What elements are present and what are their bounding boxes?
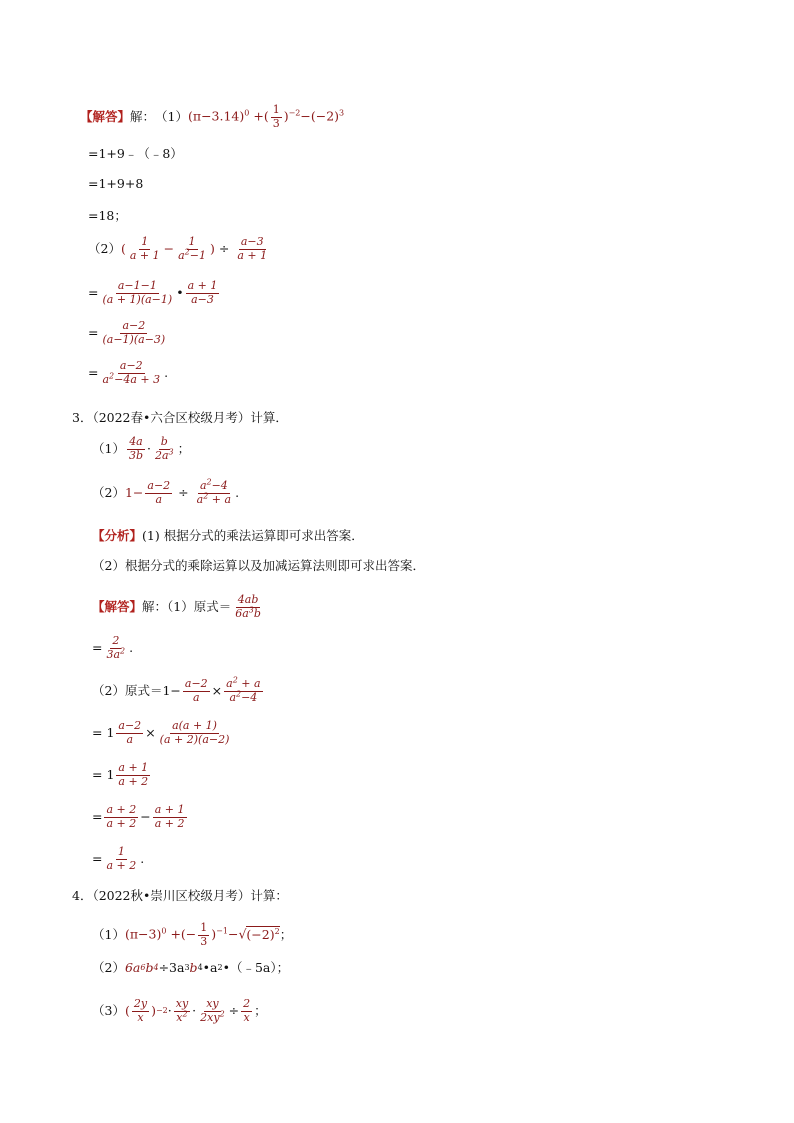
fraction: $\frac{a-2}{a}$ — [147, 479, 171, 506]
step-line: =1+9﹣（﹣8） — [88, 146, 183, 161]
answer-tag: 【解答】 — [92, 598, 143, 614]
q3-answer-part2-step4: = $\frac{1}{a + 2}$ . — [92, 845, 145, 872]
math-expr: $(\pi-3)^0$ +(− $\frac{1}{3}$ )$^{-1}-√(-2)^2$ — [124, 921, 280, 948]
fraction: $\frac{2}{x}$ — [243, 997, 251, 1024]
part-label: （1） — [155, 108, 188, 124]
jie-label: 解： — [130, 108, 156, 124]
fraction: $\frac{a-1-1}{(a + 1)(a-1)}$ — [102, 279, 173, 306]
q3-part1: （1） $\frac{4a}{3b}$ · $\frac{b}{2a^3}$ ； — [92, 435, 191, 462]
analysis-line-1: 【分析】 (1) 根据分式的乘法运算即可求出答案． — [92, 528, 364, 543]
sqrt-icon: √ — [238, 926, 247, 942]
q3-answer-step: = $\frac{2}{3a^2}$ . — [92, 634, 134, 661]
q3-answer-part2-step2: = 1 $\frac{a + 1}{a + 2}$ — [92, 761, 149, 788]
q2-part2-step2: = $\frac{a-2}{(a-1)(a-3)}$ — [88, 319, 166, 346]
q2-part2-step3: = $\frac{a-2}{a^2-4a + 3}$ . — [88, 359, 169, 386]
question-heading: 3．（2022春•六合区校级月考）计算． — [72, 410, 288, 425]
q4-part1: （1） $(\pi-3)^0$ +(− $\frac{1}{3}$ )$^{-1}-√(-2)^2$ ； — [92, 921, 293, 948]
fraction: $\frac{4ab}{6a^3b}$ — [235, 593, 261, 620]
q3-part2: （2） 1− $\frac{a-2}{a}$ ÷ $\frac{a^2-4}{a^2 + a}$ . — [92, 477, 240, 506]
q3-answer-part2-step3: = $\frac{a + 2}{a + 2}$ − $\frac{a + 1}{a + 2}$ — [92, 803, 185, 830]
fraction: $\frac{a + 1}{a + 2}$ — [154, 803, 185, 830]
fraction: $\frac{a-3}{a + 1}$ — [237, 235, 268, 262]
analysis-line-2: （2）根据分式的乘除运算以及加减运算法则即可求出答案． — [92, 558, 425, 573]
answer-tag: 【解答】 — [80, 108, 131, 124]
fraction: $\frac{xy}{x^2}$ — [175, 997, 189, 1024]
fraction: $\frac{a-2}{(a-1)(a-3)}$ — [102, 319, 166, 346]
fraction: $\frac{a^2-4}{a^2 + a}$ — [196, 477, 232, 506]
q3-answer-line: 【解答】 解：（1）原式＝ $\frac{4ab}{6a^3b}$ — [92, 593, 261, 620]
fraction: $\frac{1}{3}$ — [272, 103, 280, 130]
fraction: $\frac{1}{a + 1}$ — [129, 235, 160, 262]
fraction: $\frac{a-2}{a}$ — [184, 677, 208, 704]
q2-part2-step1: = $\frac{a-1-1}{(a + 1)(a-1)}$ • $\frac{a + 1}{a-3}$ — [88, 279, 218, 306]
q4-part3: （3） ( $\frac{2y}{x}$ ) −2 · $\frac{xy}{x^2}$ · $\frac{xy}{2xy^2}$ ÷ $\frac{2}{x}$ ； — [92, 997, 267, 1024]
fraction: $\frac{1}{3}$ — [200, 921, 208, 948]
analysis-tag: 【分析】 — [92, 528, 143, 543]
fraction: $\frac{4a}{3b}$ — [128, 435, 143, 462]
q3-answer-part2: （2）原式＝1− $\frac{a-2}{a}$ × $\frac{a^2 + a}{a^2-4}$ — [92, 675, 261, 704]
fraction: $\frac{b}{2a^3}$ — [154, 435, 174, 462]
fraction: $\frac{xy}{2xy^2}$ — [200, 997, 225, 1024]
fraction: $\frac{1}{a^2-1}$ — [178, 235, 206, 262]
q3-answer-part2-step1: = 1 $\frac{a-2}{a}$ × $\frac{a(a + 1)}{(a + 2)(a-2)}$ — [92, 719, 230, 746]
step-line: =18； — [88, 208, 127, 223]
step-line: =1+9+8 — [88, 176, 144, 191]
q2-answer-line-1 — [80, 104, 344, 130]
fraction: $\frac{a-2}{a^2-4a + 3}$ — [102, 359, 161, 386]
radicand: $(-2)^2$ — [246, 926, 280, 942]
fraction: $\frac{a(a + 1)}{(a + 2)(a-2)}$ — [159, 719, 230, 746]
fraction: $\frac{2}{3a^2}$ — [106, 634, 126, 661]
fraction: $\frac{a^2 + a}{a^2-4}$ — [226, 675, 261, 704]
fraction: $\frac{a + 1}{a + 2}$ — [118, 761, 149, 788]
fraction: $\frac{1}{a + 2}$ — [106, 845, 137, 872]
fraction: $\frac{a-2}{a}$ — [118, 719, 142, 746]
q2-part2-line: （2） ( $\frac{1}{a + 1}$ − $\frac{1}{a^2-1}$ ) ÷ $\frac{a-3}{a + 1}$ — [88, 235, 268, 262]
q4-part2: （2） 6a 6 b 4 ÷3a 3 b 4 •a 2 •（﹣5a）； — [92, 960, 290, 975]
fraction: $\frac{a + 1}{a-3}$ — [187, 279, 218, 306]
fraction: $\frac{2y}{x}$ — [133, 997, 148, 1024]
math-expr: $(\pi-3.14)^0$ +( $\frac{1}{3}$ )$^{-2}-(-2)^3$ — [187, 103, 345, 130]
fraction: $\frac{a + 2}{a + 2}$ — [106, 803, 137, 830]
question-heading: 4．（2022秋•崇川区校级月考）计算： — [72, 888, 288, 903]
